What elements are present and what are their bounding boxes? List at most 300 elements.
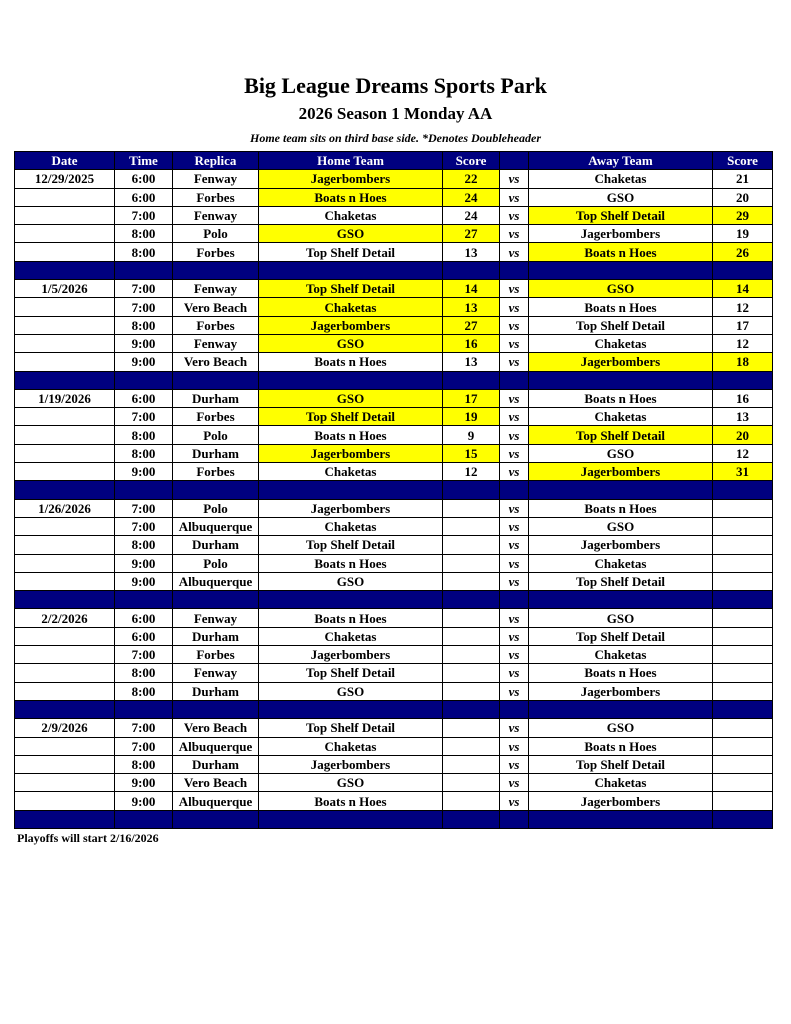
date-cell	[15, 206, 115, 224]
field-cell: Forbes	[173, 463, 259, 481]
time-cell: 7:00	[115, 298, 173, 316]
vs-cell: vs	[500, 609, 529, 627]
home-score-cell: 15	[443, 444, 500, 462]
home-score-cell: 19	[443, 408, 500, 426]
separator-cell	[15, 700, 115, 718]
away-score-cell: 12	[713, 298, 773, 316]
time-cell: 7:00	[115, 206, 173, 224]
home-team-cell: GSO	[259, 682, 443, 700]
field-cell: Durham	[173, 755, 259, 773]
home-team-cell: GSO	[259, 225, 443, 243]
away-team-cell: Top Shelf Detail	[529, 316, 713, 334]
field-cell: Durham	[173, 444, 259, 462]
separator-cell	[443, 810, 500, 828]
home-score-cell	[443, 792, 500, 810]
away-score-cell: 20	[713, 188, 773, 206]
home-team-cell: Jagerbombers	[259, 499, 443, 517]
away-score-cell	[713, 737, 773, 755]
table-row	[15, 609, 773, 627]
col-header-away-score: Score	[713, 152, 773, 170]
date-cell	[15, 188, 115, 206]
field-cell: Forbes	[173, 188, 259, 206]
table-row	[15, 737, 773, 755]
away-score-cell: 17	[713, 316, 773, 334]
separator-cell	[500, 481, 529, 499]
away-score-cell	[713, 682, 773, 700]
away-team-cell: Chaketas	[529, 334, 713, 352]
time-cell: 8:00	[115, 755, 173, 773]
col-header-date: Date	[15, 152, 115, 170]
time-cell: 9:00	[115, 334, 173, 352]
field-cell: Forbes	[173, 316, 259, 334]
away-score-cell: 12	[713, 444, 773, 462]
date-cell	[15, 554, 115, 572]
date-cell: 1/5/2026	[15, 280, 115, 298]
field-cell: Durham	[173, 536, 259, 554]
away-score-cell: 13	[713, 408, 773, 426]
separator-cell	[115, 591, 173, 609]
home-team-cell: Boats n Hoes	[259, 609, 443, 627]
home-team-cell: Chaketas	[259, 517, 443, 535]
date-cell	[15, 463, 115, 481]
vs-cell: vs	[500, 682, 529, 700]
home-team-cell: Jagerbombers	[259, 316, 443, 334]
date-cell	[15, 646, 115, 664]
separator-cell	[529, 591, 713, 609]
table-row	[15, 225, 773, 243]
separator-cell	[713, 481, 773, 499]
separator-cell	[173, 591, 259, 609]
vs-cell: vs	[500, 426, 529, 444]
home-score-cell: 13	[443, 243, 500, 261]
vs-cell: vs	[500, 627, 529, 645]
vs-cell: vs	[500, 664, 529, 682]
away-score-cell	[713, 517, 773, 535]
separator-cell	[173, 700, 259, 718]
away-score-cell	[713, 774, 773, 792]
vs-cell: vs	[500, 554, 529, 572]
away-score-cell	[713, 536, 773, 554]
time-cell: 9:00	[115, 463, 173, 481]
time-cell: 6:00	[115, 188, 173, 206]
separator-cell	[713, 261, 773, 279]
table-row	[15, 353, 773, 371]
separator-cell	[115, 481, 173, 499]
separator-cell	[443, 371, 500, 389]
away-team-cell: Boats n Hoes	[529, 664, 713, 682]
time-cell: 8:00	[115, 536, 173, 554]
table-row	[15, 463, 773, 481]
away-team-cell: GSO	[529, 719, 713, 737]
time-cell: 9:00	[115, 353, 173, 371]
time-cell: 9:00	[115, 774, 173, 792]
home-score-cell: 22	[443, 170, 500, 188]
home-team-cell: Top Shelf Detail	[259, 243, 443, 261]
home-team-cell: GSO	[259, 572, 443, 590]
vs-cell: vs	[500, 225, 529, 243]
home-score-cell	[443, 682, 500, 700]
time-cell: 8:00	[115, 682, 173, 700]
time-cell: 8:00	[115, 444, 173, 462]
table-row	[15, 646, 773, 664]
date-cell	[15, 792, 115, 810]
field-cell: Polo	[173, 426, 259, 444]
vs-cell: vs	[500, 774, 529, 792]
home-team-cell: Chaketas	[259, 206, 443, 224]
home-score-cell: 12	[443, 463, 500, 481]
page-subtitle: 2026 Season 1 Monday AA	[298, 104, 493, 123]
week-separator-row	[15, 700, 773, 718]
separator-cell	[259, 261, 443, 279]
table-row	[15, 517, 773, 535]
home-team-cell: Jagerbombers	[259, 646, 443, 664]
home-score-cell	[443, 572, 500, 590]
field-cell: Polo	[173, 225, 259, 243]
separator-cell	[529, 371, 713, 389]
field-cell: Vero Beach	[173, 774, 259, 792]
home-team-cell: Chaketas	[259, 737, 443, 755]
separator-cell	[115, 700, 173, 718]
field-cell: Vero Beach	[173, 353, 259, 371]
date-cell	[15, 353, 115, 371]
field-cell: Vero Beach	[173, 298, 259, 316]
field-cell: Forbes	[173, 646, 259, 664]
week-separator-row	[15, 371, 773, 389]
table-row	[15, 774, 773, 792]
away-score-cell: 21	[713, 170, 773, 188]
table-row	[15, 334, 773, 352]
separator-cell	[529, 700, 713, 718]
vs-cell: vs	[500, 188, 529, 206]
separator-cell	[15, 481, 115, 499]
table-row	[15, 426, 773, 444]
away-team-cell: Chaketas	[529, 554, 713, 572]
table-row	[15, 682, 773, 700]
home-team-cell: Jagerbombers	[259, 755, 443, 773]
separator-cell	[713, 700, 773, 718]
away-team-cell: GSO	[529, 188, 713, 206]
away-team-cell: Jagerbombers	[529, 353, 713, 371]
vs-cell: vs	[500, 463, 529, 481]
table-row	[15, 170, 773, 188]
date-cell	[15, 572, 115, 590]
away-score-cell	[713, 792, 773, 810]
away-team-cell: Chaketas	[529, 170, 713, 188]
table-row	[15, 536, 773, 554]
away-score-cell: 16	[713, 389, 773, 407]
home-team-cell: Top Shelf Detail	[259, 664, 443, 682]
col-header-time: Time	[115, 152, 173, 170]
home-score-cell: 17	[443, 389, 500, 407]
field-cell: Durham	[173, 682, 259, 700]
home-team-cell: Boats n Hoes	[259, 353, 443, 371]
away-team-cell: Chaketas	[529, 774, 713, 792]
field-cell: Albuquerque	[173, 572, 259, 590]
separator-cell	[529, 810, 713, 828]
home-team-cell: Chaketas	[259, 627, 443, 645]
home-score-cell	[443, 719, 500, 737]
table-row	[15, 664, 773, 682]
separator-cell	[15, 261, 115, 279]
away-score-cell	[713, 499, 773, 517]
table-row	[15, 280, 773, 298]
separator-cell	[259, 481, 443, 499]
separator-cell	[15, 591, 115, 609]
home-team-cell: Top Shelf Detail	[259, 280, 443, 298]
time-cell: 6:00	[115, 627, 173, 645]
home-score-cell	[443, 554, 500, 572]
separator-cell	[713, 371, 773, 389]
time-cell: 9:00	[115, 572, 173, 590]
date-cell	[15, 627, 115, 645]
vs-cell: vs	[500, 298, 529, 316]
table-row	[15, 298, 773, 316]
home-score-cell	[443, 737, 500, 755]
date-cell	[15, 334, 115, 352]
separator-cell	[500, 591, 529, 609]
separator-cell	[173, 481, 259, 499]
date-cell	[15, 408, 115, 426]
time-cell: 8:00	[115, 316, 173, 334]
away-team-cell: Boats n Hoes	[529, 499, 713, 517]
time-cell: 6:00	[115, 389, 173, 407]
vs-cell: vs	[500, 646, 529, 664]
vs-cell: vs	[500, 737, 529, 755]
table-header-row	[15, 152, 773, 170]
week-separator-row	[15, 810, 773, 828]
table-row	[15, 755, 773, 773]
away-score-cell	[713, 572, 773, 590]
date-cell: 2/9/2026	[15, 719, 115, 737]
table-row	[15, 444, 773, 462]
vs-cell: vs	[500, 572, 529, 590]
field-cell: Forbes	[173, 408, 259, 426]
date-cell	[15, 664, 115, 682]
home-score-cell	[443, 646, 500, 664]
field-cell: Polo	[173, 554, 259, 572]
date-cell: 12/29/2025	[15, 170, 115, 188]
date-cell	[15, 517, 115, 535]
away-team-cell: Jagerbombers	[529, 536, 713, 554]
separator-cell	[443, 481, 500, 499]
date-cell	[15, 426, 115, 444]
separator-cell	[259, 810, 443, 828]
time-cell: 7:00	[115, 517, 173, 535]
vs-cell: vs	[500, 316, 529, 334]
date-cell: 1/19/2026	[15, 389, 115, 407]
away-team-cell: Boats n Hoes	[529, 298, 713, 316]
vs-cell: vs	[500, 243, 529, 261]
table-row	[15, 554, 773, 572]
date-cell	[15, 225, 115, 243]
separator-cell	[713, 810, 773, 828]
home-score-cell	[443, 517, 500, 535]
home-score-cell: 13	[443, 353, 500, 371]
separator-cell	[259, 700, 443, 718]
separator-cell	[529, 261, 713, 279]
home-score-cell	[443, 499, 500, 517]
date-cell: 1/26/2026	[15, 499, 115, 517]
field-cell: Fenway	[173, 170, 259, 188]
separator-cell	[443, 700, 500, 718]
away-team-cell: Jagerbombers	[529, 225, 713, 243]
separator-cell	[173, 371, 259, 389]
separator-cell	[173, 810, 259, 828]
separator-cell	[443, 261, 500, 279]
separator-cell	[115, 261, 173, 279]
home-team-cell: Jagerbombers	[259, 170, 443, 188]
vs-cell: vs	[500, 353, 529, 371]
vs-cell: vs	[500, 280, 529, 298]
away-team-cell: GSO	[529, 609, 713, 627]
field-cell: Fenway	[173, 664, 259, 682]
table-row	[15, 243, 773, 261]
time-cell: 6:00	[115, 170, 173, 188]
away-team-cell: GSO	[529, 444, 713, 462]
week-separator-row	[15, 261, 773, 279]
table-row	[15, 316, 773, 334]
week-separator-row	[15, 481, 773, 499]
time-cell: 9:00	[115, 792, 173, 810]
date-cell	[15, 536, 115, 554]
away-score-cell	[713, 664, 773, 682]
away-team-cell: Chaketas	[529, 408, 713, 426]
field-cell: Fenway	[173, 280, 259, 298]
week-separator-row	[15, 591, 773, 609]
field-cell: Forbes	[173, 243, 259, 261]
time-cell: 7:00	[115, 737, 173, 755]
away-score-cell: 12	[713, 334, 773, 352]
away-score-cell	[713, 609, 773, 627]
page-title: Big League Dreams Sports Park	[244, 73, 547, 98]
time-cell: 7:00	[115, 408, 173, 426]
playoffs-note: Playoffs will start 2/16/2026	[17, 831, 159, 845]
away-team-cell: Jagerbombers	[529, 682, 713, 700]
home-team-cell: Chaketas	[259, 298, 443, 316]
separator-cell	[443, 591, 500, 609]
away-team-cell: Top Shelf Detail	[529, 426, 713, 444]
separator-cell	[713, 591, 773, 609]
home-score-cell: 14	[443, 280, 500, 298]
away-score-cell	[713, 755, 773, 773]
vs-cell: vs	[500, 206, 529, 224]
field-cell: Albuquerque	[173, 792, 259, 810]
vs-cell: vs	[500, 408, 529, 426]
separator-cell	[15, 371, 115, 389]
time-cell: 7:00	[115, 280, 173, 298]
home-score-cell	[443, 609, 500, 627]
table-row	[15, 188, 773, 206]
home-score-cell	[443, 774, 500, 792]
home-score-cell	[443, 755, 500, 773]
away-score-cell: 18	[713, 353, 773, 371]
col-header-replica: Replica	[173, 152, 259, 170]
home-team-cell: Chaketas	[259, 463, 443, 481]
date-cell	[15, 316, 115, 334]
away-score-cell	[713, 554, 773, 572]
home-team-cell: GSO	[259, 389, 443, 407]
separator-cell	[15, 810, 115, 828]
away-score-cell	[713, 719, 773, 737]
field-cell: Albuquerque	[173, 737, 259, 755]
table-row	[15, 792, 773, 810]
home-score-cell: 27	[443, 225, 500, 243]
schedule-table	[14, 151, 773, 829]
date-cell	[15, 444, 115, 462]
away-team-cell: GSO	[529, 280, 713, 298]
away-team-cell: Jagerbombers	[529, 792, 713, 810]
away-team-cell: Top Shelf Detail	[529, 206, 713, 224]
table-row	[15, 389, 773, 407]
time-cell: 7:00	[115, 719, 173, 737]
away-score-cell: 31	[713, 463, 773, 481]
away-team-cell: Chaketas	[529, 646, 713, 664]
away-score-cell: 19	[713, 225, 773, 243]
away-team-cell: Top Shelf Detail	[529, 572, 713, 590]
time-cell: 6:00	[115, 609, 173, 627]
col-header-away-team: Away Team	[529, 152, 713, 170]
field-cell: Fenway	[173, 334, 259, 352]
home-team-cell: GSO	[259, 774, 443, 792]
table-row	[15, 719, 773, 737]
home-team-cell: Jagerbombers	[259, 444, 443, 462]
away-team-cell: Boats n Hoes	[529, 389, 713, 407]
time-cell: 8:00	[115, 225, 173, 243]
vs-cell: vs	[500, 517, 529, 535]
home-team-cell: Boats n Hoes	[259, 792, 443, 810]
home-score-cell	[443, 664, 500, 682]
page-note: Home team sits on third base side. *Denotes Doubleheader	[250, 131, 541, 145]
table-row	[15, 206, 773, 224]
home-score-cell: 13	[443, 298, 500, 316]
away-team-cell: Top Shelf Detail	[529, 627, 713, 645]
vs-cell: vs	[500, 755, 529, 773]
field-cell: Albuquerque	[173, 517, 259, 535]
field-cell: Durham	[173, 389, 259, 407]
home-score-cell: 9	[443, 426, 500, 444]
field-cell: Polo	[173, 499, 259, 517]
vs-cell: vs	[500, 499, 529, 517]
away-team-cell: Jagerbombers	[529, 463, 713, 481]
home-team-cell: Boats n Hoes	[259, 426, 443, 444]
time-cell: 7:00	[115, 646, 173, 664]
home-score-cell: 24	[443, 206, 500, 224]
col-header-vs	[500, 152, 529, 170]
home-team-cell: Top Shelf Detail	[259, 719, 443, 737]
table-row	[15, 408, 773, 426]
home-team-cell: Boats n Hoes	[259, 554, 443, 572]
table-row	[15, 627, 773, 645]
home-score-cell	[443, 627, 500, 645]
vs-cell: vs	[500, 170, 529, 188]
date-cell	[15, 774, 115, 792]
away-team-cell: Boats n Hoes	[529, 243, 713, 261]
home-score-cell: 16	[443, 334, 500, 352]
date-cell	[15, 682, 115, 700]
vs-cell: vs	[500, 719, 529, 737]
table-row	[15, 572, 773, 590]
away-score-cell	[713, 646, 773, 664]
time-cell: 8:00	[115, 243, 173, 261]
separator-cell	[529, 481, 713, 499]
separator-cell	[500, 810, 529, 828]
home-score-cell: 24	[443, 188, 500, 206]
separator-cell	[500, 371, 529, 389]
col-header-home-team: Home Team	[259, 152, 443, 170]
separator-cell	[500, 700, 529, 718]
away-team-cell: Boats n Hoes	[529, 737, 713, 755]
time-cell: 8:00	[115, 664, 173, 682]
